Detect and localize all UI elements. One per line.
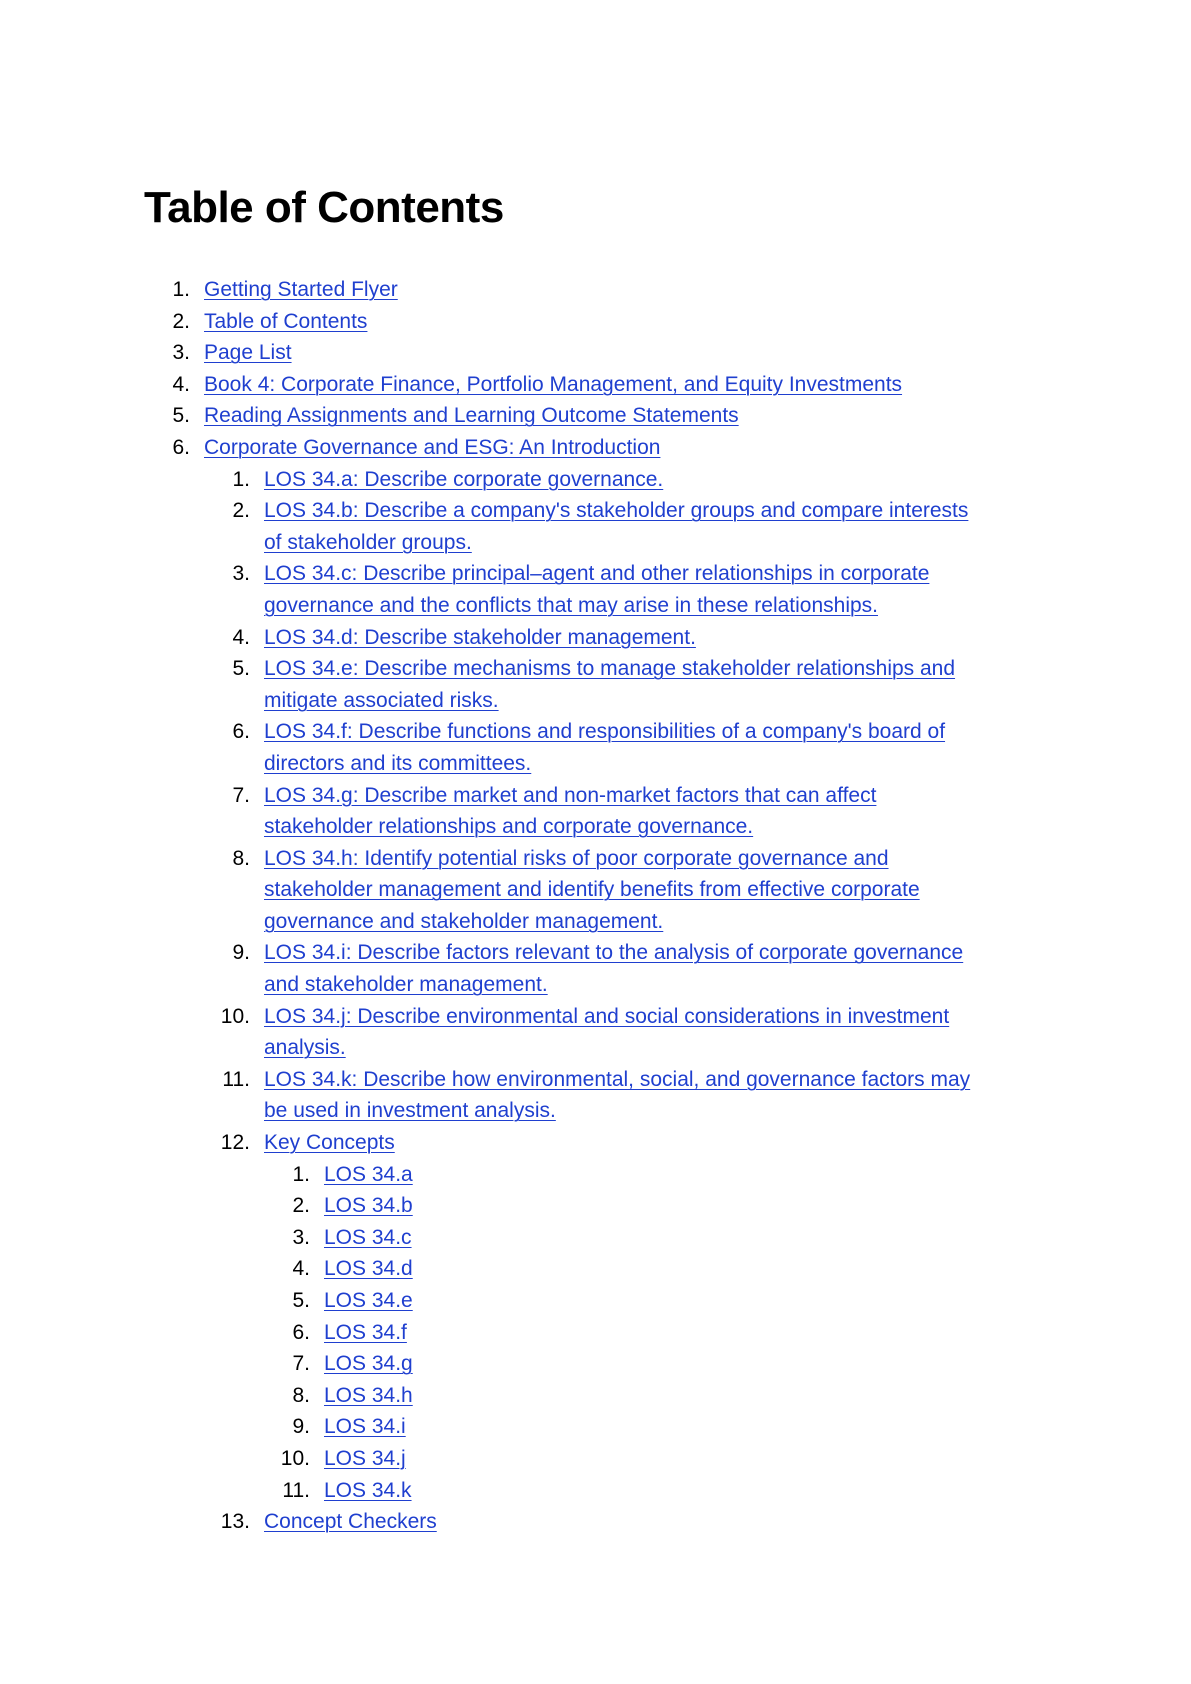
toc-link[interactable]: LOS 34.a (324, 1162, 413, 1186)
toc-entry-line (0, 1127, 1191, 1159)
toc-entry-line (0, 1443, 1191, 1475)
toc-link[interactable]: LOS 34.j (324, 1446, 406, 1470)
toc-link[interactable]: Key Concepts (264, 1131, 395, 1155)
toc-link[interactable]: LOS 34.g: Describe market and non-market factors that can affect (264, 783, 877, 807)
toc-entry-line (0, 1317, 1191, 1349)
toc-link[interactable]: stakeholder management and identify benefits from effective corporate (264, 878, 920, 902)
toc-link[interactable]: LOS 34.e (324, 1289, 413, 1312)
toc-link[interactable]: analysis. (264, 1036, 346, 1060)
toc-entry-line (0, 306, 1191, 338)
toc-entry-line (0, 1001, 1191, 1033)
toc-link[interactable]: LOS 34.c (324, 1225, 412, 1249)
toc-link[interactable]: Table of Contents (204, 309, 368, 333)
toc-entry-line (0, 1032, 1191, 1064)
toc-item-number: 6. (292, 1320, 310, 1344)
toc-entry-line (0, 843, 1191, 875)
toc-item-number: 2. (292, 1194, 310, 1218)
toc-item-number: 3. (232, 562, 250, 586)
toc-item-number: 12. (220, 1131, 250, 1155)
toc-item-number: 6. (232, 720, 250, 744)
toc-item-number: 8. (292, 1383, 310, 1407)
toc-link[interactable]: stakeholder relationships and corporate governance. (264, 815, 754, 839)
toc-link[interactable]: LOS 34.i (324, 1415, 406, 1439)
toc-item-number: 1. (172, 278, 190, 301)
toc-entry-line (0, 1285, 1191, 1317)
toc-link[interactable]: Book 4: Corporate Finance, Portfolio Management, and Equity Investments (204, 372, 903, 396)
toc-item-number: 1. (292, 1162, 310, 1186)
toc-entry-line (0, 1348, 1191, 1380)
toc-entry-line (0, 369, 1191, 401)
toc-entry-line (0, 748, 1191, 780)
toc-item-number: 5. (292, 1289, 310, 1312)
toc-item-number: 7. (292, 1352, 310, 1376)
toc-link[interactable]: LOS 34.b (324, 1194, 413, 1218)
toc-entry-line (0, 1411, 1191, 1443)
toc-entry-line (0, 906, 1191, 938)
toc-entry-line (0, 1253, 1191, 1285)
table-of-contents-list (0, 274, 1191, 1538)
toc-item-number: 11. (222, 1067, 250, 1091)
toc-entry-line (0, 874, 1191, 906)
toc-item-number: 5. (172, 404, 190, 428)
toc-link[interactable]: Corporate Governance and ESG: An Introduction (204, 435, 661, 459)
toc-entry-line (0, 1222, 1191, 1254)
toc-link[interactable]: LOS 34.f (324, 1320, 407, 1344)
toc-entry-line (0, 716, 1191, 748)
toc-item-number: 7. (232, 783, 250, 807)
toc-link[interactable]: Reading Assignments and Learning Outcome Statements (204, 404, 739, 428)
toc-item-number: 11. (282, 1478, 310, 1502)
toc-entry-line (0, 622, 1191, 654)
toc-entry-line (0, 969, 1191, 1001)
toc-entry-line (0, 1475, 1191, 1507)
toc-item-number: 9. (232, 941, 250, 965)
toc-item-number: 2. (172, 309, 190, 333)
toc-entry-line (0, 1380, 1191, 1412)
toc-entry-line (0, 432, 1191, 464)
toc-item-number: 4. (232, 625, 250, 649)
toc-entry-line (0, 1159, 1191, 1191)
toc-link[interactable]: LOS 34.b: Describe a company's stakeholder groups and compare interests (264, 499, 969, 523)
toc-link[interactable]: LOS 34.k (324, 1478, 412, 1502)
toc-link[interactable]: of stakeholder groups. (264, 530, 472, 554)
toc-entry-line (0, 685, 1191, 717)
toc-item-number: 2. (232, 499, 250, 523)
toc-link[interactable]: Concept Checkers (264, 1510, 437, 1534)
toc-link[interactable]: LOS 34.h (324, 1383, 413, 1407)
toc-link[interactable]: Getting Started Flyer (204, 278, 398, 301)
toc-link[interactable]: governance and stakeholder management. (264, 909, 664, 933)
toc-entry-line (0, 337, 1191, 369)
toc-entry-line (0, 653, 1191, 685)
toc-link[interactable]: mitigate associated risks. (264, 688, 499, 712)
toc-item-number: 4. (172, 372, 190, 396)
toc-entry-line (0, 1190, 1191, 1222)
toc-item-number: 9. (292, 1415, 310, 1439)
toc-link[interactable]: LOS 34.k: Describe how environmental, social, and governance factors may (264, 1067, 971, 1091)
toc-entry-line (0, 464, 1191, 496)
toc-entry-line (0, 1064, 1191, 1096)
toc-item-number: 1. (232, 467, 250, 491)
toc-item-number: 3. (292, 1225, 310, 1249)
toc-item-number: 6. (172, 435, 190, 459)
toc-entry-line (0, 495, 1191, 527)
toc-item-number: 4. (292, 1257, 310, 1281)
toc-entry-line (0, 558, 1191, 590)
page-title: Table of Contents (144, 183, 504, 232)
toc-entry-line (0, 780, 1191, 812)
toc-link[interactable]: LOS 34.h: Identify potential risks of poor corporate governance and (264, 846, 889, 870)
toc-entry-line (0, 274, 1191, 306)
toc-item-number: 5. (232, 657, 250, 681)
toc-item-number: 13. (220, 1510, 250, 1534)
toc-entry-line (0, 937, 1191, 969)
toc-entry-line (0, 811, 1191, 843)
toc-item-number: 10. (280, 1446, 310, 1470)
toc-link[interactable]: governance and the conflicts that may arise in these relationships. (264, 593, 879, 617)
toc-link[interactable]: directors and its committees. (264, 751, 532, 775)
toc-entry-line (0, 1095, 1191, 1127)
toc-link[interactable]: LOS 34.c: Describe principal–agent and other relationships in corporate (264, 562, 930, 586)
toc-entry-line (0, 1506, 1191, 1538)
toc-item-number: 3. (172, 341, 190, 365)
toc-item-number: 10. (220, 1004, 250, 1028)
toc-link[interactable]: LOS 34.d: Describe stakeholder management. (264, 625, 696, 649)
toc-link[interactable]: LOS 34.e: Describe mechanisms to manage stakeholder relationships and (264, 657, 956, 681)
toc-link[interactable]: LOS 34.i: Describe factors relevant to the analysis of corporate governance (264, 941, 964, 965)
toc-link[interactable]: LOS 34.d (324, 1257, 413, 1281)
toc-link[interactable]: LOS 34.j: Describe environmental and social considerations in investment (264, 1004, 950, 1028)
toc-link[interactable]: LOS 34.a: Describe corporate governance. (264, 467, 664, 491)
toc-entry-line (0, 527, 1191, 559)
toc-entry-line (0, 400, 1191, 432)
toc-link[interactable]: be used in investment analysis. (264, 1099, 556, 1123)
toc-entry-line (0, 590, 1191, 622)
toc-link[interactable]: LOS 34.g (324, 1352, 413, 1376)
toc-link[interactable]: and stakeholder management. (264, 973, 548, 997)
toc-item-number: 8. (232, 846, 250, 870)
toc-link[interactable]: Page List (204, 341, 292, 365)
toc-link[interactable]: LOS 34.f: Describe functions and responsibilities of a company's board of (264, 720, 946, 744)
